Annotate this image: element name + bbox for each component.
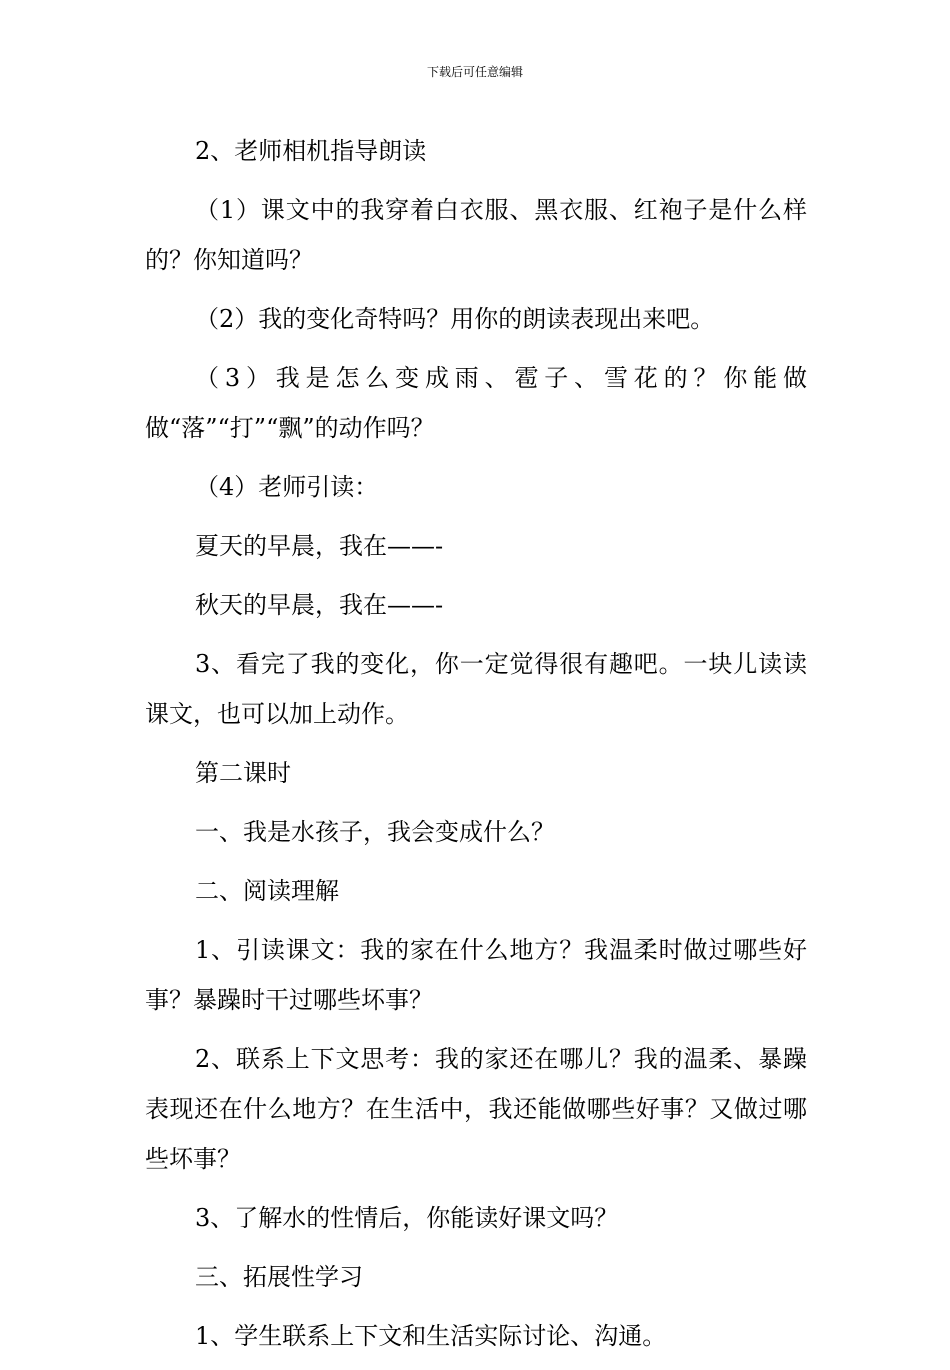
paragraph-15: 三、拓展性学习 — [195, 1263, 363, 1291]
paragraph-3: （2）我的变化奇特吗？用你的朗读表现出来吧。 — [195, 305, 715, 333]
paragraph-2: （1）课文中的我穿着白衣服、黑衣服、红袍子是什么样的？你知道吗？ — [145, 196, 807, 274]
document-body — [145, 126, 807, 1370]
paragraph-8: 3、看完了我的变化，你一定觉得很有趣吧。一块儿读读课文，也可以加上动作。 — [145, 650, 807, 728]
paragraph-11: 二、阅读理解 — [195, 877, 339, 905]
paragraph-14: 3、了解水的性情后，你能读好课文吗？ — [195, 1204, 619, 1232]
paragraph-12: 1、引读课文：我的家在什么地方？我温柔时做过哪些好事？暴躁时干过哪些坏事？ — [145, 936, 807, 1014]
paragraph-7: 秋天的早晨，我在——- — [195, 591, 444, 619]
paragraph-1: 2、老师相机指导朗读 — [195, 137, 427, 165]
paragraph-10: 一、我是水孩子，我会变成什么？ — [195, 818, 555, 846]
page-header: 下载后可任意编辑 — [426, 65, 523, 79]
paragraph-9: 第二课时 — [195, 759, 291, 787]
paragraph-6: 夏天的早晨，我在——- — [195, 532, 444, 560]
paragraph-5: （4）老师引读： — [195, 473, 379, 501]
paragraph-13: 2、联系上下文思考：我的家还在哪儿？我的温柔、暴躁表现还在什么地方？在生活中，我还能做哪些好事？又做过哪些坏事？ — [145, 1045, 807, 1173]
paragraph-4: （3）我是怎么变成雨、雹子、雪花的？你能做做“落”“打”“飘”的动作吗？ — [145, 364, 807, 442]
paragraph-16: 1、学生联系上下文和生活实际讨论、沟通。 — [195, 1322, 667, 1350]
